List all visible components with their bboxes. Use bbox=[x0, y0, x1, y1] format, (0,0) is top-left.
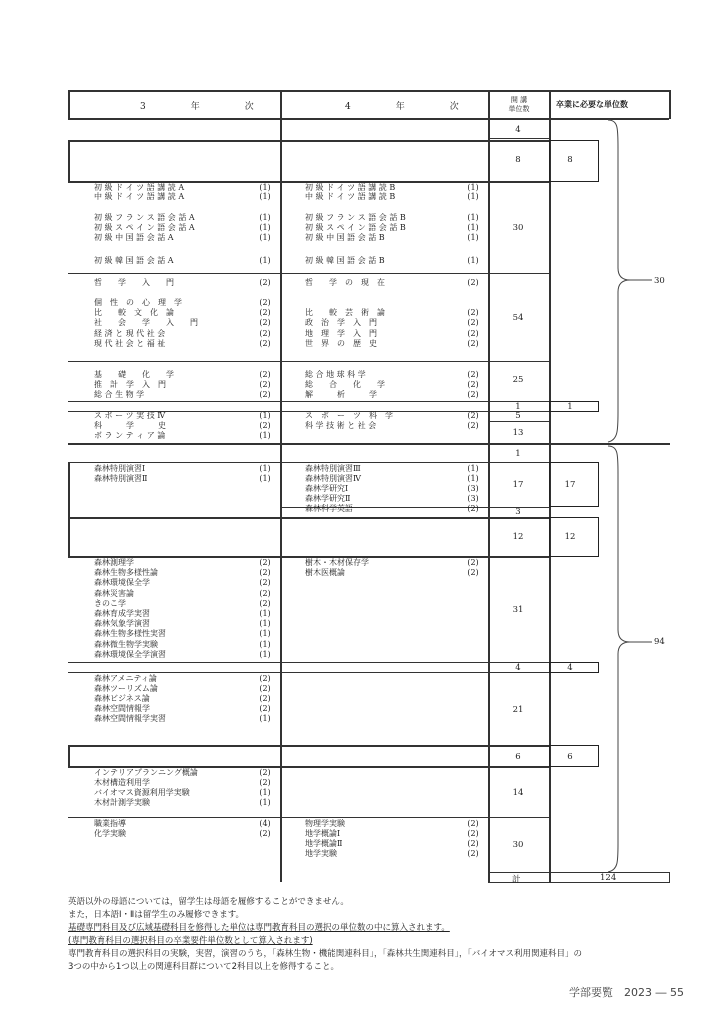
course-credits: (2) bbox=[259, 558, 271, 567]
course-credits: (3) bbox=[467, 484, 479, 493]
row-line bbox=[68, 817, 550, 818]
header-year4: 4 年 次 bbox=[345, 102, 477, 112]
course-name: 初 級 ス ペ イ ン 語 会 話 B bbox=[305, 223, 406, 232]
course-name: 森林アメニティ論 bbox=[94, 674, 157, 683]
course-name: 基 礎 化 学 bbox=[94, 370, 174, 379]
row-line bbox=[488, 462, 550, 463]
course-credits: (1) bbox=[467, 233, 479, 242]
course-credits: (2) bbox=[467, 839, 479, 848]
course-credits: (1) bbox=[259, 639, 271, 649]
course-name: 森林生物多様性実習 bbox=[94, 629, 166, 639]
course-name: ス ポ ー ツ 科 学 bbox=[305, 411, 393, 420]
row-line bbox=[68, 662, 550, 663]
course-credits: (2) bbox=[467, 278, 479, 287]
required-value: 6 bbox=[567, 752, 573, 762]
course-name: 推 計 学 入 門 bbox=[94, 380, 166, 389]
course-credits: (1) bbox=[259, 256, 271, 265]
course-name: インテリアプランニング概論 bbox=[94, 768, 198, 777]
course-credits: (2) bbox=[259, 598, 271, 608]
course-credits: (1) bbox=[259, 609, 271, 618]
course-name: 哲 学 入 門 bbox=[94, 278, 174, 287]
col-divider-3-4 bbox=[280, 90, 282, 882]
course-name: 森林ツーリズム論 bbox=[94, 684, 158, 693]
course-name: 初 級 フ ラ ン ス 語 会 話 A bbox=[94, 213, 195, 222]
course-credits: (1) bbox=[259, 183, 271, 192]
required-value: 4 bbox=[567, 663, 573, 673]
course-credits: (2) bbox=[467, 568, 479, 577]
row-line bbox=[68, 401, 550, 402]
course-credits: (1) bbox=[259, 649, 271, 659]
course-name: 森林特別演習Ⅳ bbox=[305, 474, 361, 483]
offered-value: 31 bbox=[512, 605, 524, 615]
row-line bbox=[68, 672, 550, 673]
course-credits: (2) bbox=[259, 308, 271, 317]
row-line bbox=[68, 517, 550, 519]
course-name: 初 級 韓 国 語 会 話 A bbox=[94, 256, 174, 265]
course-name: 森林科学英語 bbox=[305, 504, 353, 513]
course-name: 樹木・木材保存学 bbox=[305, 558, 369, 567]
course-name: 比 較 文 化 論 bbox=[94, 308, 174, 317]
course-credits: (2) bbox=[467, 504, 479, 513]
course-credits: (2) bbox=[259, 421, 271, 430]
course-credits: (2) bbox=[259, 390, 271, 399]
note-line: 基礎専門科目及び広域基礎科目を修得した単位は専門教育科目の選択の単位数の中に算入されます。 bbox=[68, 923, 450, 933]
course-name: 物理学実験 bbox=[305, 819, 345, 828]
course-name: 地学概論Ⅱ bbox=[305, 839, 343, 848]
course-credits: (1) bbox=[467, 223, 479, 232]
course-name: 地学実験 bbox=[305, 849, 337, 858]
header-required-units: 卒業に必要な単位数 bbox=[556, 99, 628, 109]
course-credits: (1) bbox=[259, 411, 271, 420]
course-name: 森林育成学実習 bbox=[94, 609, 150, 618]
course-name: 総 合 地 球 科 学 bbox=[305, 370, 366, 379]
course-credits: (1) bbox=[259, 192, 271, 201]
course-name: 地学概論Ⅰ bbox=[305, 829, 341, 838]
course-credits: (2) bbox=[467, 370, 479, 379]
course-name: 木材構造利用学 bbox=[94, 778, 150, 787]
course-credits: (1) bbox=[259, 798, 271, 807]
row-line bbox=[68, 443, 670, 445]
course-credits: (2) bbox=[259, 578, 271, 588]
note-line: (専門教育科目の選択科目の卒業要件単位数として算入されます) bbox=[68, 936, 313, 946]
course-credits: (1) bbox=[467, 474, 479, 483]
course-credits: (2) bbox=[259, 684, 271, 693]
course-credits: (2) bbox=[259, 704, 271, 713]
course-name: 森林学研究Ⅰ bbox=[305, 484, 349, 493]
course-credits: (1) bbox=[259, 233, 271, 242]
total-lower: 94 bbox=[654, 637, 665, 647]
course-credits: (1) bbox=[467, 183, 479, 192]
course-credits: (2) bbox=[467, 390, 479, 399]
course-credits: (1) bbox=[259, 213, 271, 222]
row-line bbox=[68, 745, 70, 767]
offered-value: 14 bbox=[512, 788, 524, 798]
course-name: 初 級 フ ラ ン ス 語 会 話 B bbox=[305, 213, 406, 222]
offered-value: 1 bbox=[515, 402, 521, 412]
course-credits: (2) bbox=[259, 318, 271, 327]
course-name: 初 級 中 国 語 会 話 A bbox=[94, 233, 174, 242]
course-name: ボ ラ ン テ ィ ア 論 bbox=[94, 431, 166, 440]
course-name: 中 級 ド イ ツ 語 講 読 A bbox=[94, 192, 185, 201]
course-name: 森林微生物学実験 bbox=[94, 639, 158, 649]
offered-value: 21 bbox=[512, 705, 524, 715]
course-credits: (4) bbox=[259, 819, 271, 828]
course-name: 現 代 社 会 と 福 祉 bbox=[94, 339, 166, 348]
course-credits: (2) bbox=[259, 298, 271, 307]
course-credits: (2) bbox=[259, 278, 271, 287]
course-credits: (1) bbox=[467, 192, 479, 201]
course-name: 森林特別演習Ⅱ bbox=[94, 474, 148, 483]
offered-value: 4 bbox=[515, 663, 521, 673]
total-upper: 30 bbox=[654, 276, 665, 286]
table-right-border bbox=[669, 90, 671, 119]
course-name: 地 理 学 入 門 bbox=[305, 329, 377, 338]
course-name: 比 較 芸 術 論 bbox=[305, 308, 385, 317]
course-name: 総 合 化 学 bbox=[305, 380, 385, 389]
course-name: 科 学 技 術 と 社 会 bbox=[305, 421, 377, 430]
offered-value: 54 bbox=[512, 313, 524, 323]
offered-value: 8 bbox=[515, 155, 521, 165]
course-credits: (3) bbox=[467, 494, 479, 503]
row-line bbox=[68, 745, 550, 747]
required-value: 1 bbox=[567, 402, 573, 412]
course-credits: (2) bbox=[467, 558, 479, 567]
course-name: 森林災害論 bbox=[94, 588, 134, 598]
lower-bracket bbox=[600, 444, 670, 874]
row-line bbox=[68, 273, 550, 274]
offered-value: 25 bbox=[512, 375, 524, 385]
offered-value: 30 bbox=[512, 223, 524, 233]
course-credits: (2) bbox=[467, 308, 479, 317]
row-line bbox=[488, 138, 550, 139]
course-credits: (2) bbox=[259, 339, 271, 348]
course-name: 科 学 史 bbox=[94, 421, 166, 430]
note-line: 英語以外の母語については，留学生は母語を履修することができません。 bbox=[68, 897, 349, 907]
course-credits: (2) bbox=[467, 318, 479, 327]
total-label: 計 bbox=[512, 875, 521, 885]
course-credits: (2) bbox=[259, 568, 271, 578]
course-credits: (2) bbox=[259, 370, 271, 379]
course-name: 中 級 ド イ ツ 語 講 読 B bbox=[305, 192, 396, 201]
offered-value: 1 bbox=[515, 449, 521, 459]
course-name: 初 級 中 国 語 会 話 B bbox=[305, 233, 385, 242]
note-line: 3つの中から1つ以上の関連科目群について2科目以上を修得すること。 bbox=[68, 962, 340, 972]
course-credits: (1) bbox=[259, 714, 271, 723]
course-name: 初 級 ス ペ イ ン 語 会 話 A bbox=[94, 223, 195, 232]
row-line bbox=[488, 421, 550, 422]
course-name: 初 級 ド イ ツ 語 講 読 A bbox=[94, 183, 185, 192]
course-credits: (1) bbox=[467, 213, 479, 222]
course-credits: (2) bbox=[467, 829, 479, 838]
course-name: 初 級 ド イ ツ 語 講 読 B bbox=[305, 183, 396, 192]
course-name: 初 級 韓 国 語 会 話 B bbox=[305, 256, 385, 265]
course-credits: (1) bbox=[467, 464, 479, 473]
course-name: 木材計測学実験 bbox=[94, 798, 150, 807]
header-year3: 3 年 次 bbox=[140, 102, 272, 112]
course-name: 個 性 の 心 理 学 bbox=[94, 298, 182, 307]
header-bottom-border bbox=[68, 118, 669, 120]
course-credits: (2) bbox=[259, 829, 271, 838]
course-credits: (2) bbox=[259, 380, 271, 389]
course-credits: (1) bbox=[467, 256, 479, 265]
course-credits: (2) bbox=[259, 588, 271, 598]
course-credits: (1) bbox=[259, 474, 271, 483]
course-name: 森林特別演習Ⅰ bbox=[94, 464, 146, 473]
course-credits: (2) bbox=[467, 329, 479, 338]
required-value: 12 bbox=[564, 532, 576, 542]
course-name: 経 済 と 現 代 社 会 bbox=[94, 329, 166, 338]
page-footer: 学部要覧 2023 ― 55 bbox=[569, 986, 684, 999]
table-top-border bbox=[68, 90, 669, 92]
course-name: 社 会 学 入 門 bbox=[94, 318, 198, 327]
course-name: 森林ビジネス論 bbox=[94, 694, 150, 703]
course-name: 森林特別演習Ⅲ bbox=[305, 464, 361, 473]
course-credits: (2) bbox=[467, 849, 479, 858]
course-name: 森林環境保全学演習 bbox=[94, 649, 166, 659]
course-name: バイオマス資源利用学実験 bbox=[94, 788, 190, 797]
offered-value: 4 bbox=[515, 125, 521, 135]
course-credits: (2) bbox=[259, 694, 271, 703]
table-left-border bbox=[68, 90, 70, 119]
course-credits: (2) bbox=[259, 778, 271, 787]
offered-value: 6 bbox=[515, 752, 521, 762]
course-name: 森林生物多様性論 bbox=[94, 568, 158, 578]
offered-value: 13 bbox=[512, 428, 524, 438]
course-credits: (2) bbox=[467, 411, 479, 420]
course-name: 世 界 の 歴 史 bbox=[305, 339, 377, 348]
course-name: きのこ学 bbox=[94, 598, 126, 608]
offered-value: 12 bbox=[512, 532, 524, 542]
course-credits: (2) bbox=[467, 819, 479, 828]
course-name: 森林環境保全学 bbox=[94, 578, 150, 588]
row-line bbox=[68, 462, 70, 517]
offered-value: 30 bbox=[512, 840, 524, 850]
course-name: 森林空間情報学 bbox=[94, 704, 150, 713]
course-name: 森林気象学演習 bbox=[94, 619, 150, 629]
course-name: 解 析 学 bbox=[305, 390, 377, 399]
course-credits: (2) bbox=[259, 674, 271, 683]
row-line bbox=[68, 462, 488, 463]
offered-value: 17 bbox=[512, 480, 524, 490]
course-credits: (2) bbox=[467, 339, 479, 348]
total-value: 124 bbox=[600, 873, 617, 883]
course-name: 化学実験 bbox=[94, 829, 126, 838]
course-name: 森林学研究Ⅱ bbox=[305, 494, 351, 503]
row-line bbox=[68, 140, 70, 182]
course-credits: (1) bbox=[259, 788, 271, 797]
header-offered-units: 開 講 単位数 bbox=[508, 96, 530, 113]
course-credits: (2) bbox=[259, 329, 271, 338]
offered-value: 5 bbox=[515, 411, 521, 421]
course-credits: (2) bbox=[259, 768, 271, 777]
course-name: 森林空間情報学実習 bbox=[94, 714, 166, 723]
note-line: また，日本語Ⅰ・Ⅱは留学生のみ履修できます。 bbox=[68, 910, 245, 920]
row-line bbox=[68, 140, 550, 142]
course-name: 職業指導 bbox=[94, 819, 126, 828]
course-credits: (1) bbox=[259, 619, 271, 629]
course-credits: (2) bbox=[467, 380, 479, 389]
row-line bbox=[68, 517, 70, 557]
course-credits: (2) bbox=[467, 421, 479, 430]
row-line bbox=[68, 361, 550, 362]
course-credits: (1) bbox=[259, 223, 271, 232]
course-credits: (1) bbox=[259, 431, 271, 440]
course-name: 総 合 生 物 学 bbox=[94, 390, 145, 399]
course-name: 森林測理学 bbox=[94, 558, 134, 567]
course-name: 哲 学 の 現 在 bbox=[305, 278, 385, 287]
course-name: ス ポ ー ツ 実 技 Ⅳ bbox=[94, 411, 166, 420]
course-credits: (1) bbox=[259, 464, 271, 473]
required-value: 8 bbox=[567, 155, 573, 165]
course-name: 政 治 学 入 門 bbox=[305, 318, 377, 327]
offered-value: 3 bbox=[515, 507, 521, 517]
course-credits: (1) bbox=[259, 629, 271, 639]
course-name: 樹木医概論 bbox=[305, 568, 345, 577]
required-value: 17 bbox=[564, 480, 576, 490]
note-line: 専門教育科目の選択科目の実験，実習，演習のうち，「森林生物・機能関連科目」，「森林共生関連科目」，「バイオマス利用関連科目」の bbox=[68, 949, 583, 959]
